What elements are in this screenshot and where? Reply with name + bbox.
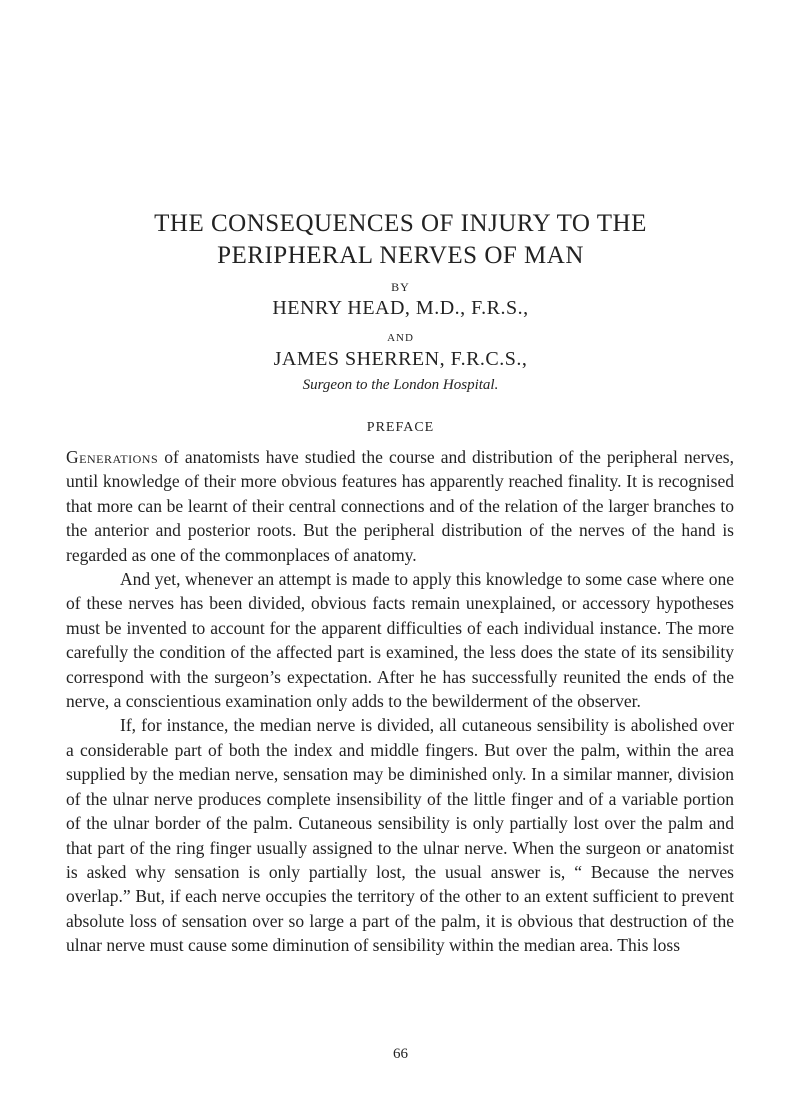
paragraph-1	[66, 445, 734, 567]
and-label: AND	[387, 332, 414, 344]
article-title	[60, 208, 741, 272]
paragraph-1-lead: Generations	[66, 447, 159, 467]
author-affiliation: Surgeon to the London Hospital.	[302, 377, 499, 393]
title-line-1: THE CONSEQUENCES OF INJURY TO THE	[154, 210, 647, 237]
section-heading-preface: PREFACE	[366, 420, 435, 435]
body-text	[66, 445, 734, 958]
paragraph-1-text: of anatomists have studied the course and distribution of the peripheral nerves, until knowledge of their more obvious features has apparently reached finality. It is recognised that more can be learnt of their central connections and of the relation of the larger branches to the anterior and posterior roots. But the peripheral distribution of the nerves of the hand is regarded as one of the commonplaces of anatomy.	[66, 447, 734, 565]
author-head: HENRY HEAD, M.D., F.R.S.,	[272, 297, 529, 319]
title-line-2: PERIPHERAL NERVES OF MAN	[217, 242, 584, 269]
page-number: 66	[393, 1046, 408, 1062]
paragraph-2: And yet, whenever an attempt is made to apply this knowledge to some case where one of these nerves has been divided, obvious facts remain unexplained, or accessory hypotheses must be invented to account for the apparent difficulties of each individual instance. The more carefully the condition of the affected part is examined, the less does the state of its sensibility correspond with the surgeon’s expectation. After he has successfully reunited the ends of the nerve, a conscientious examination only adds to the bewilderment of the observer.	[66, 569, 734, 712]
by-label: BY	[391, 280, 410, 294]
paragraph-3: If, for instance, the median nerve is divided, all cutaneous sensibility is abolished over a considerable part of both the index and middle fingers. But over the palm, within the area supplied by the median nerve, sensation may be diminished only. In a similar manner, division of the ulnar nerve produces complete insensibility of the little finger and of a variable portion of the ulnar border of the palm. Cutaneous sensibility is only partially lost over the palm and that part of the ring finger usually assigned to the ulnar nerve. When the surgeon or anatomist is asked why sensation is only partially lost, the usual answer is, “ Because the nerves overlap.” But, if each nerve occupies the territory of the other to an extent sufficient to prevent absolute loss of sensation over so large a part of the palm, it is obvious that destruction of the ulnar nerve must cause some diminution of sensibility within the median area. This loss	[66, 715, 734, 956]
author-sherren: JAMES SHERREN, F.R.C.S.,	[273, 348, 528, 370]
